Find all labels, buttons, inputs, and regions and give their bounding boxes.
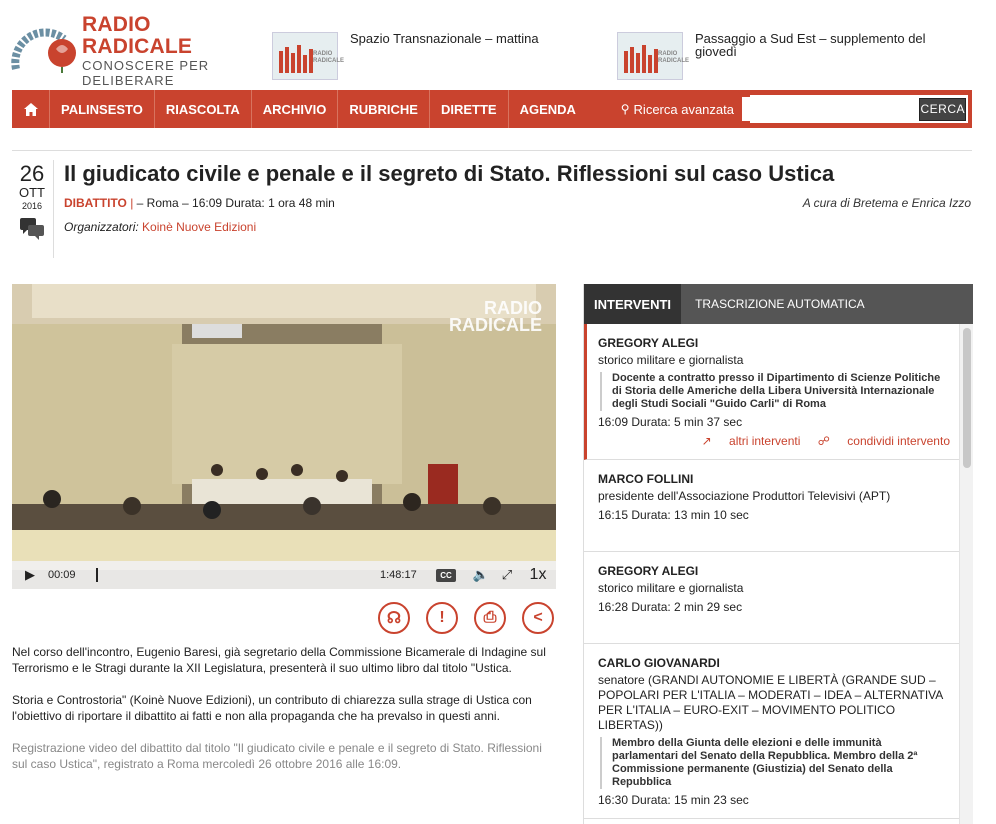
nav-agenda[interactable]: AGENDA (519, 101, 576, 117)
intervention-time: 16:30 Durata: 15 min 23 sec (598, 793, 749, 807)
event-day: 26 (19, 161, 45, 186)
nav-archivio[interactable]: ARCHIVIO (252, 90, 339, 128)
divider (53, 160, 54, 258)
comments-icon[interactable] (20, 218, 44, 240)
event-category[interactable]: DIBATTITO (64, 196, 127, 210)
speaker-name[interactable]: GREGORY ALEGI (598, 564, 699, 578)
event-year: 2016 (21, 201, 43, 211)
scrollbar-thumb[interactable] (963, 328, 971, 468)
panel-scrollbar[interactable] (959, 324, 973, 824)
promo-program-2[interactable] (617, 32, 935, 80)
event-month: OTT (19, 185, 45, 200)
nav-palinsesto[interactable]: PALINSESTO (50, 90, 155, 128)
speaker-note: Membro della Giunta delle elezioni e delle immunità parlamentari del Senato della Repubblica. Membro della 2ª Commissione permanente (Giustizia) del Senato della Repubblica (600, 737, 950, 789)
play-button[interactable]: ▶ (25, 567, 35, 582)
nav-rubriche[interactable]: RUBRICHE (338, 90, 430, 128)
rose-logo-icon (12, 29, 80, 73)
watermark-line1: RADIO (484, 298, 542, 318)
program-thumbnail[interactable] (617, 32, 689, 80)
event-details: – Roma – 16:09 Durata: 1 ora 48 min (133, 196, 335, 210)
speaker-role: senatore (GRANDI AUTONOMIE E LIBERTÀ (GRANDE SUD – POPOLARI PER L'ITALIA – MODERATI – IDEA – ALTERNATIVA PER L'ITALIA – EURO-EXIT – MOVIMENTO POLITICO LIBERTAS)) (598, 673, 943, 732)
share-intervention-label: condividi intervento (847, 434, 950, 448)
speaker-name[interactable]: GREGORY ALEGI (598, 336, 699, 350)
speaker-role: storico militare e giornalista (598, 353, 744, 367)
description-paragraph: Nel corso dell'incontro, Eugenio Baresi, già segretario della Commissione Bicamerale di Indagine sul Terrorismo e le Stragi durante la XII Legislatura, presenterà il suo ultimo libro dal titolo "Ustica. (12, 645, 546, 675)
description-paragraph: Storia e Controstoria" (Koinè Nuove Edizioni), un contributo di chiarezza sulla strage di Ustica con l'obiettivo di riportare il dibattito ai fatti e non alla propaganda che ha prevalso in questi anni. (12, 693, 532, 723)
promo-program-1[interactable] (272, 32, 590, 80)
advanced-search-link[interactable] (621, 90, 750, 128)
organizers-label: Organizzatori: (64, 220, 139, 234)
intervention-time: 16:15 Durata: 13 min 10 sec (598, 508, 749, 522)
fullscreen-icon[interactable]: ⤢ (501, 567, 513, 582)
organizers-link[interactable]: Koinè Nuove Edizioni (142, 220, 257, 234)
speaker-role: presidente dell'Associazione Produttori Televisivi (APT) (598, 489, 891, 503)
nav-home[interactable] (12, 90, 50, 128)
current-time: 00:09 (48, 569, 76, 581)
tab-transcription[interactable]: TRASCRIZIONE AUTOMATICA (695, 297, 865, 311)
home-icon (24, 103, 38, 116)
nav-riascolta[interactable]: RIASCOLTA (155, 90, 252, 128)
intervention-item[interactable] (584, 552, 960, 644)
search-icon: ⚲ (620, 102, 630, 116)
watermark-line2: RADICALE (449, 315, 542, 335)
curator: A cura di Bretema e Enrica Izzo (802, 196, 971, 210)
page-title: Il giudicato civile e penale e il segreto di Stato. Riflessioni sul caso Ustica (64, 161, 835, 186)
promo-title[interactable]: Spazio Transnazionale – mattina (350, 31, 539, 46)
other-interventions-label: altri interventi (729, 434, 801, 448)
progress-knob[interactable] (96, 568, 98, 582)
promo-title[interactable]: Passaggio a Sud Est – supplemento del giovedì (695, 31, 926, 59)
interventions-panel (583, 284, 973, 824)
program-thumbnail[interactable] (272, 32, 344, 80)
share-icon[interactable]: < (522, 602, 554, 634)
recording-note: Registrazione video del dibattito dal titolo "Il giudicato civile e penale e il segreto di Stato. Riflessioni sul caso Ustica", registrato a Roma mercoledì 26 ottobre 2016 alle 16:09. (12, 741, 542, 771)
search-button[interactable]: CERCA (919, 98, 966, 121)
panel-tabs (584, 284, 973, 324)
captions-button[interactable]: CC (436, 569, 456, 582)
brand-name: RADIO RADICALE (82, 13, 193, 58)
event-meta: DIBATTITO | – Roma – 16:09 Durata: 1 ora 48 min (64, 196, 335, 210)
share-intervention-link[interactable]: ☍ condividi intervento (817, 434, 950, 448)
intervention-item[interactable] (584, 460, 960, 552)
speaker-name[interactable]: CARLO GIOVANARDI (598, 656, 720, 670)
divider (12, 150, 972, 151)
speaker-role: storico militare e giornalista (598, 581, 744, 595)
search-box (750, 95, 968, 123)
brand-tagline: CONOSCERE PER DELIBERARE (82, 58, 210, 88)
media-actions (378, 602, 554, 634)
intervention-links (598, 434, 950, 449)
total-time: 1:48:17 (380, 569, 417, 581)
intervention-item[interactable] (584, 324, 960, 460)
speaker-note: Docente a contratto presso il Dipartimento di Scienze Politiche di Storia delle Americhe della Libera Università Internazionale degli Studi Sociali "Guido Carli" di Roma (600, 372, 950, 411)
speaker-name[interactable]: MARCO FOLLINI (598, 472, 694, 486)
interventions-list (584, 324, 960, 824)
thumb-brand: RADIO RADICALE (313, 51, 344, 64)
site-logo[interactable] (12, 13, 257, 88)
video-player[interactable] (12, 284, 556, 589)
other-interventions-link[interactable]: ↗ altri interventi (701, 434, 801, 448)
organizers (64, 220, 256, 234)
main-nav (12, 90, 972, 128)
intervention-time: 16:09 Durata: 5 min 37 sec (598, 415, 743, 429)
intervention-item[interactable] (584, 644, 960, 819)
search-input[interactable] (742, 97, 919, 121)
volume-icon[interactable]: 🔈 (472, 567, 490, 582)
report-icon[interactable]: ! (426, 602, 458, 634)
video-watermark (449, 300, 542, 334)
listen-icon[interactable]: ☊ (378, 602, 410, 634)
intervention-time: 16:28 Durata: 2 min 29 sec (598, 600, 743, 614)
playback-speed[interactable]: 1x (529, 566, 547, 583)
event-description (12, 644, 560, 788)
thumb-brand: RADIO RADICALE (658, 51, 689, 64)
video-controls (12, 561, 556, 589)
print-icon[interactable]: ⎙ (474, 602, 506, 634)
nav-dirette[interactable]: DIRETTE (430, 90, 509, 128)
event-date (12, 162, 52, 245)
progress-bar[interactable] (96, 568, 372, 582)
tab-interventions[interactable]: INTERVENTI (584, 284, 681, 324)
advanced-search-label: Ricerca avanzata (633, 101, 734, 117)
